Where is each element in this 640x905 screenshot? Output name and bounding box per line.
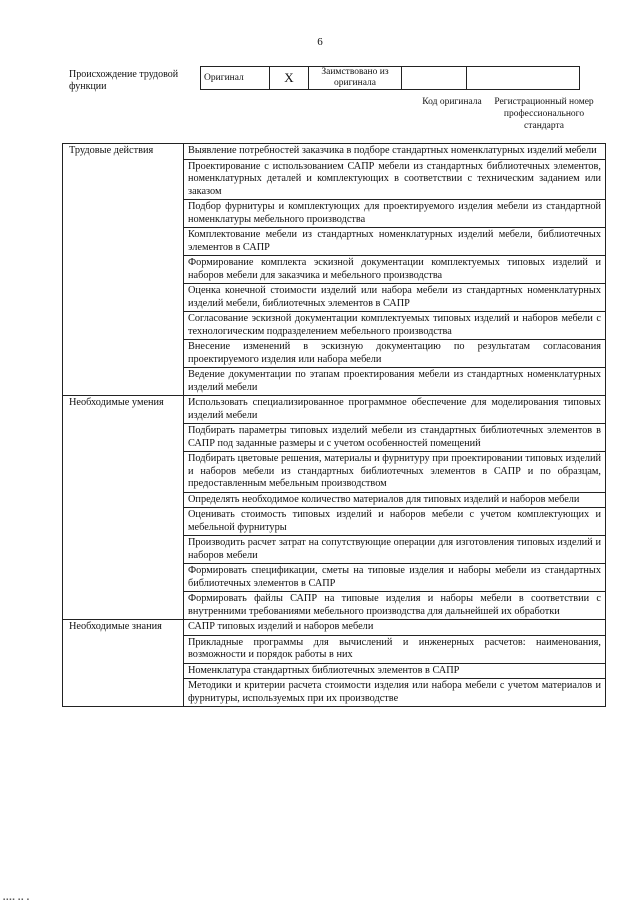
original-mark: X <box>270 67 309 90</box>
section-item: Определять необходимое количество материалов для типовых изделий и наборов мебели <box>184 492 606 508</box>
section-item: Комплектование мебели из стандартных номенклатурных изделий мебели, библиотечных элементов в САПР <box>184 228 606 256</box>
page-number: 6 <box>317 36 323 48</box>
section-item: Ведение документации по этапам проектирования мебели из стандартных номенклатурных изделий мебели <box>184 368 606 396</box>
section-item: Подбор фурнитуры и комплектующих для проектируемого изделия мебели из стандартной номенклатуры мебельного производства <box>184 200 606 228</box>
code-caption: Код оригинала <box>422 97 482 107</box>
section-title: Необходимые знания <box>63 620 184 707</box>
reg-caption: Регистрационный номер профессионального стандарта <box>494 97 594 131</box>
section-item: Проектирование с использованием САПР мебели из стандартных библиотечных элементов, номенклатурных деталей и комплектующих в соответствии с техническим заданием или заказом <box>184 159 606 200</box>
scan-mark: ▪▪▪▪ ▪▪ ▪ <box>3 897 30 903</box>
section-item: Оценка конечной стоимости изделий или набора мебели из стандартных номенклатурных изделий мебели, библиотечных элементов в САПР <box>184 284 606 312</box>
origin-table <box>200 66 580 90</box>
section-item: САПР типовых изделий и наборов мебели <box>184 620 606 636</box>
borrowed-label: Заимствовано из оригинала <box>309 67 402 90</box>
section-item: Подбирать параметры типовых изделий мебели из стандартных библиотечных элементов в САПР под заданные размеры и с учетом особенностей помещений <box>184 424 606 452</box>
section-item: Производить расчет затрат на сопутствующие операции для изготовления типовых изделий и наборов мебели <box>184 536 606 564</box>
section-item: Использовать специализированное программное обеспечение для моделирования типовых изделий мебели <box>184 396 606 424</box>
section-item: Выявление потребностей заказчика в подборе стандартных номенклатурных изделий мебели <box>184 144 606 160</box>
section-title: Необходимые умения <box>63 396 184 620</box>
origin-label: Происхождение трудовой функции <box>69 69 179 92</box>
section-title: Трудовые действия <box>63 144 184 396</box>
section-item: Оценивать стоимость типовых изделий и наборов мебели с учетом комплектующих и мебельной фурнитуры <box>184 508 606 536</box>
code-cell <box>402 67 467 90</box>
reg-number-cell <box>467 67 580 90</box>
section-item: Внесение изменений в эскизную документацию по результатам согласования проектируемого изделия или набора мебели <box>184 340 606 368</box>
section-item: Методики и критерии расчета стоимости изделия или набора мебели с учетом материалов и фурнитуры, используемых при их производстве <box>184 679 606 707</box>
section-item: Номенклатура стандартных библиотечных элементов в САПР <box>184 663 606 679</box>
table-row <box>63 396 606 424</box>
section-item: Подбирать цветовые решения, материалы и фурнитуру при проектировании типовых изделий и наборов мебели из стандартных библиотечных элементов в САПР и по образцам, предоставленным мебельным производством <box>184 452 606 493</box>
section-item: Прикладные программы для вычислений и инженерных расчетов: наименования, возможности и порядок работы в них <box>184 635 606 663</box>
section-item: Формирование комплекта эскизной документации комплектуемых типовых изделий и наборов мебели для заказчика и мебельного производства <box>184 256 606 284</box>
table-row <box>63 620 606 636</box>
section-item: Согласование эскизной документации комплектуемых типовых изделий и наборов мебели с технологическим подразделением мебельного производства <box>184 312 606 340</box>
function-table <box>62 143 606 707</box>
table-row <box>63 144 606 160</box>
original-label: Оригинал <box>201 67 270 90</box>
section-item: Формировать файлы САПР на типовые изделия и наборы мебели в соответствии с внутренними требованиями мебельного производства для дальнейшей их обработки <box>184 592 606 620</box>
section-item: Формировать спецификации, сметы на типовые изделия и наборы мебели из стандартных библиотечных элементов в САПР <box>184 564 606 592</box>
